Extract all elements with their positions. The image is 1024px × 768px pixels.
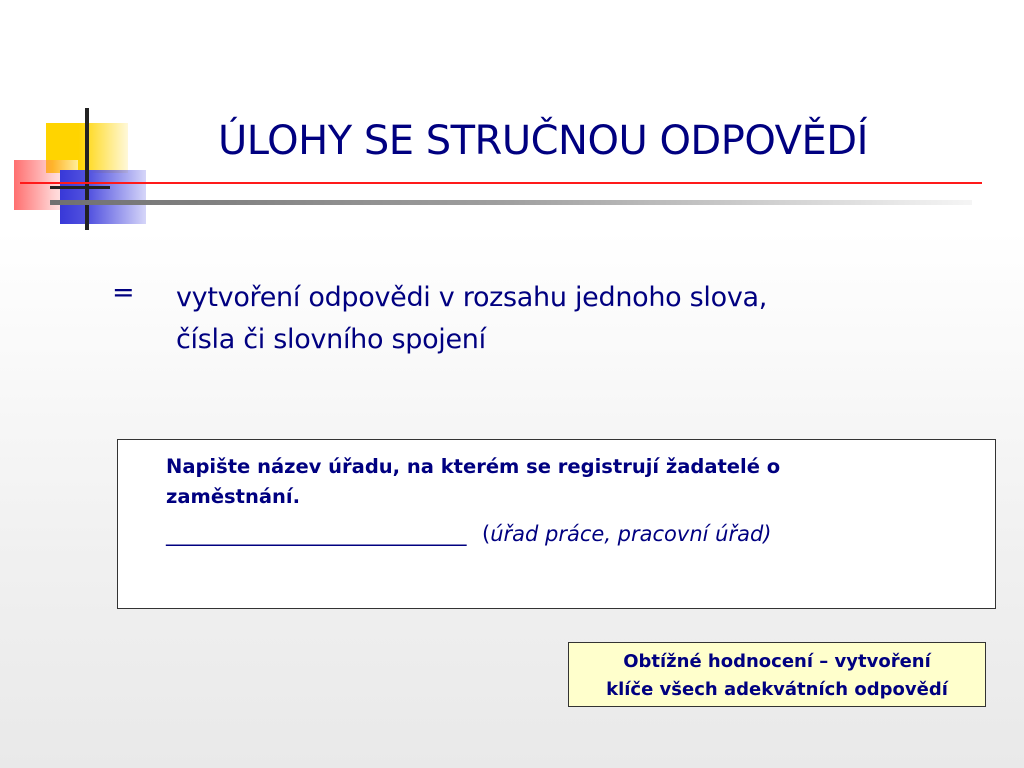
task-question-line-2: zaměstnání. — [166, 485, 300, 508]
example-task-box — [117, 439, 996, 609]
answer-hint: úřad práce, pracovní úřad) — [490, 522, 772, 546]
title-gray-rule — [50, 200, 972, 205]
logo-horizontal-line — [50, 186, 110, 189]
definition-symbol: = — [112, 277, 135, 308]
logo-vertical-line — [85, 108, 89, 230]
task-answer-line — [166, 522, 986, 546]
definition-text — [176, 277, 976, 361]
note-line-2: klíče všech adekvátních odpovědí — [606, 679, 948, 700]
scoring-note-box — [568, 642, 986, 707]
note-line-1: Obtížné hodnocení – vytvoření — [623, 651, 931, 672]
answer-blank: ______________________________ — [166, 522, 466, 546]
logo-blue-square — [60, 170, 146, 224]
task-question — [166, 452, 986, 512]
definition-line-2: čísla či slovního spojení — [176, 324, 486, 355]
slide-title: ÚLOHY SE STRUČNOU ODPOVĚDÍ — [218, 118, 868, 164]
answer-open-paren: ( — [482, 522, 491, 546]
definition-line-1: vytvoření odpovědi v rozsahu jednoho slova, — [176, 282, 768, 313]
title-red-rule — [20, 182, 982, 184]
task-question-line-1: Napište název úřadu, na kterém se registrují žadatelé o — [166, 455, 781, 478]
